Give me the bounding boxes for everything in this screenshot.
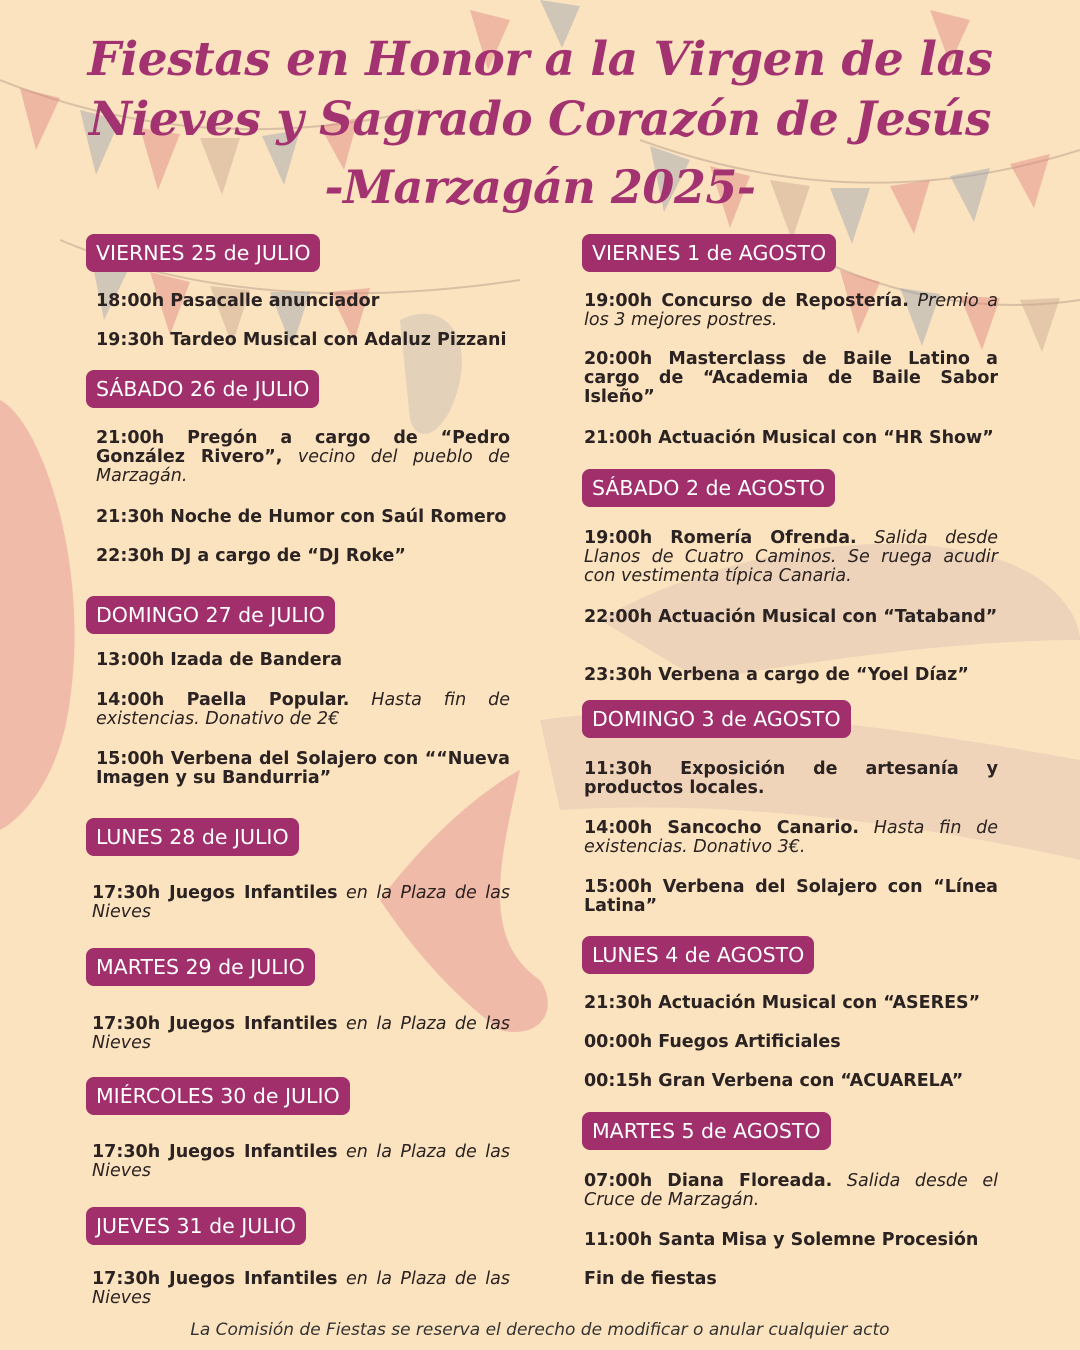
day-label: DOMINGO 3 de AGOSTO	[582, 700, 851, 738]
day-label: SÁBADO 26 de JULIO	[86, 370, 319, 408]
footer-note: La Comisión de Fiestas se reserva el derecho de modificar o anular cualquier acto	[190, 1320, 890, 1340]
event-item: 14:00h Paella Popular. Hasta fin de existencias. Donativo de 2€	[96, 690, 511, 729]
event-item: 23:30h Verbena a cargo de “Yoel Díaz”	[584, 665, 969, 685]
day-label: LUNES 28 de JULIO	[86, 818, 299, 856]
day-header	[86, 596, 335, 634]
event-item: 13:00h Izada de Bandera	[96, 650, 343, 670]
day-header	[86, 234, 320, 272]
event-item: 18:00h Pasacalle anunciador	[96, 291, 380, 311]
event-item: 17:30h Juegos Infantiles en la Plaza de las Nieves	[92, 883, 510, 922]
event-item: 21:30h Noche de Humor con Saúl Romero	[96, 507, 507, 527]
day-header	[582, 234, 836, 272]
event-item: 15:00h Verbena del Solajero con ““Nueva Imagen y su Bandurria”	[96, 749, 510, 788]
title-line-3: -Marzagán 2025-	[324, 160, 756, 214]
day-header	[582, 469, 835, 507]
day-label: JUEVES 31 de JULIO	[86, 1207, 306, 1245]
event-item: 15:00h Verbena del Solajero con “Línea Latina”	[584, 877, 998, 916]
day-label: LUNES 4 de AGOSTO	[582, 936, 814, 974]
event-item: 19:30h Tardeo Musical con Adaluz Pizzani	[96, 330, 507, 350]
title-line-1: Fiestas en Honor a la Virgen de las	[87, 32, 993, 87]
day-label: MARTES 29 de JULIO	[86, 948, 315, 986]
day-label: SÁBADO 2 de AGOSTO	[582, 469, 835, 507]
event-item: 00:00h Fuegos Artificiales	[584, 1032, 841, 1052]
event-item: 22:30h DJ a cargo de “DJ Roke”	[96, 546, 406, 566]
event-item: Fin de fiestas	[584, 1269, 717, 1289]
event-item: 11:00h Santa Misa y Solemne Procesión	[584, 1230, 979, 1250]
day-header	[582, 700, 851, 738]
event-item: 21:00h Pregón a cargo de “Pedro González Rivero”, vecino del pueblo de Marzagán.	[96, 428, 510, 486]
event-item: 20:00h Masterclass de Baile Latino a cargo de “Academia de Baile Sabor Isleño”	[584, 349, 998, 407]
day-label: VIERNES 1 de AGOSTO	[582, 234, 836, 272]
day-header	[582, 1112, 831, 1150]
title-line-2: Nieves y Sagrado Corazón de Jesús	[89, 92, 991, 147]
day-header	[86, 370, 319, 408]
day-header	[86, 818, 299, 856]
event-item: 00:15h Gran Verbena con “ACUARELA”	[584, 1071, 964, 1091]
day-header	[86, 1207, 306, 1245]
day-header	[86, 948, 315, 986]
day-label: DOMINGO 27 de JULIO	[86, 596, 335, 634]
event-item: 19:00h Romería Ofrenda. Salida desde Llanos de Cuatro Caminos. Se ruega acudir con vestimenta típica Canaria.	[584, 528, 998, 586]
event-item: 22:00h Actuación Musical con “Tataband”	[584, 607, 998, 627]
event-item: 17:30h Juegos Infantiles en la Plaza de las Nieves	[92, 1269, 510, 1308]
event-item: 21:30h Actuación Musical con “ASERES”	[584, 993, 981, 1013]
event-item: 21:00h Actuación Musical con “HR Show”	[584, 428, 994, 448]
event-item: 14:00h Sancocho Canario. Hasta fin de existencias. Donativo 3€.	[584, 818, 998, 857]
event-item: 17:30h Juegos Infantiles en la Plaza de las Nieves	[92, 1014, 510, 1053]
day-label: VIERNES 25 de JULIO	[86, 234, 320, 272]
event-item: 19:00h Concurso de Repostería. Premio a los 3 mejores postres.	[584, 291, 998, 330]
day-label: MARTES 5 de AGOSTO	[582, 1112, 831, 1150]
event-item: 11:30h Exposición de artesanía y productos locales.	[584, 759, 998, 798]
day-header	[86, 1077, 350, 1115]
event-item: 07:00h Diana Floreada. Salida desde el Cruce de Marzagán.	[584, 1171, 999, 1210]
day-label: MIÉRCOLES 30 de JULIO	[86, 1077, 350, 1115]
event-item: 17:30h Juegos Infantiles en la Plaza de las Nieves	[92, 1142, 510, 1181]
day-header	[582, 936, 814, 974]
